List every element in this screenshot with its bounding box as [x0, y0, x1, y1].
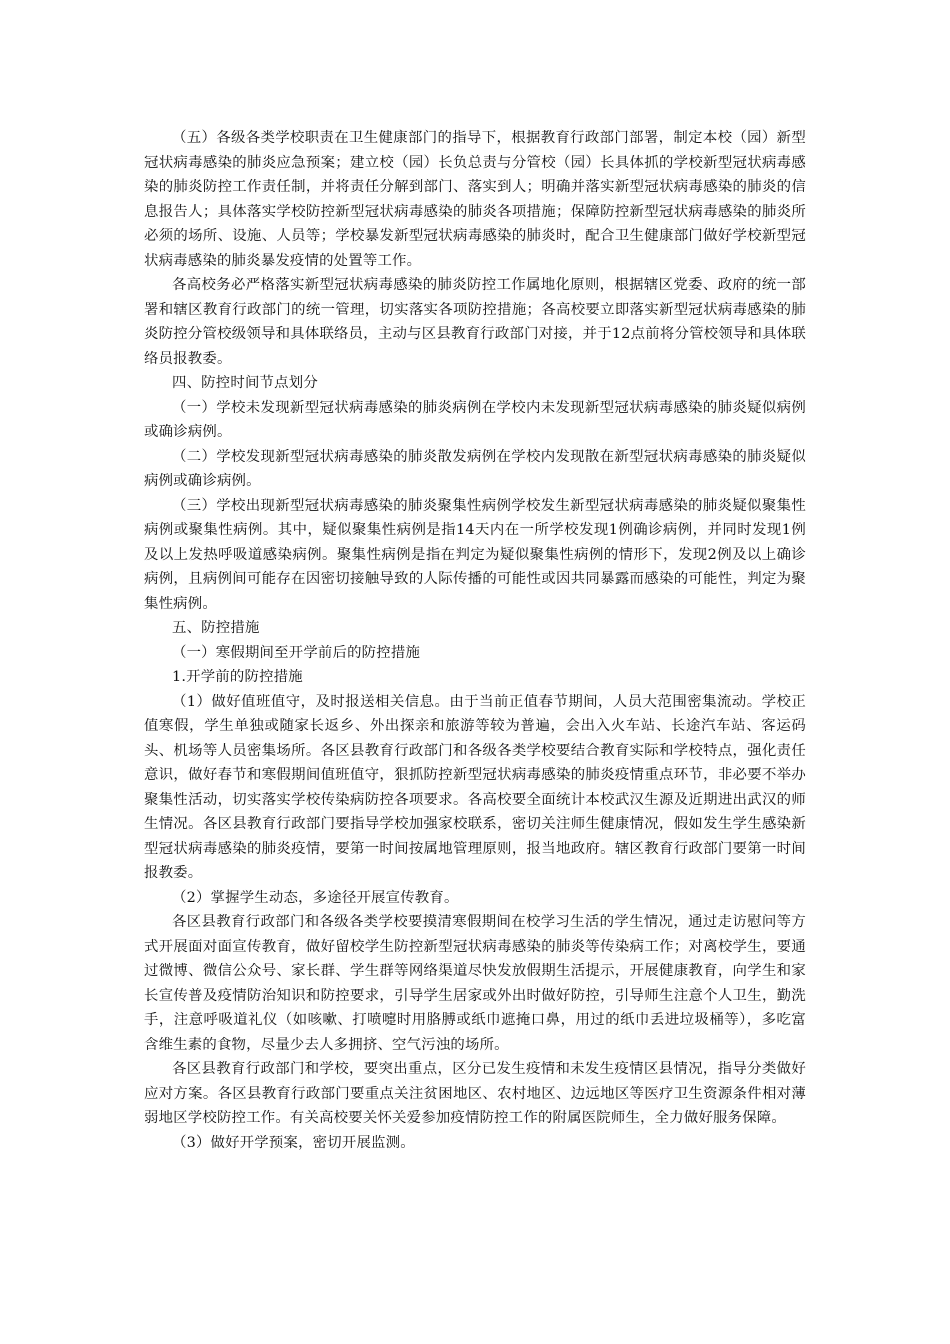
subsection-heading-winter-break: （一）寒假期间至开学前后的防控措施 — [172, 644, 421, 661]
subsection-heading-before-school: 1.开学前的防控措施 — [172, 669, 303, 685]
document-body — [144, 126, 806, 1155]
paragraph-sporadic-case: （二）学校发现新型冠状病毒感染的肺炎散发病例在学校内发现散在新型冠状病毒感染的肺炎疑似病例或确诊病例。 — [144, 448, 806, 489]
paragraph-school-plan-heading: （3）做好开学预案，密切开展监测。 — [172, 1134, 415, 1151]
paragraph-student-dynamics-heading: （2）掌握学生动态，多途径开展宣传教育。 — [172, 889, 459, 906]
paragraph-no-case: （一）学校未发现新型冠状病毒感染的肺炎病例在学校内未发现新型冠状病毒感染的肺炎疑似病例或确诊病例。 — [144, 399, 806, 440]
paragraph-focus-areas: 各区县教育行政部门和学校，要突出重点，区分已发生疫情和未发生疫情区县情况，指导分类做好应对方案。各区县教育行政部门要重点关注贫困地区、农村地区、边远地区等医疗卫生资源条件相对薄弱地区学校防控工作。有关高校要关怀关爱参加疫情防控工作的附属医院师生，全力做好服务保障。 — [144, 1061, 806, 1126]
section-heading-measures: 五、防控措施 — [172, 620, 260, 636]
paragraph-university-duties: 各高校务必严格落实新型冠状病毒感染的肺炎防控工作属地化原则，根据辖区党委、政府的统一部署和辖区教育行政部门的统一管理，切实落实各项防控措施；各高校要立即落实新型冠状病毒感染的肺炎防控分管校级领导和具体联络员，主动与区县教育行政部门对接，并于12点前将分管校领导和具体联络员报教委。 — [144, 277, 806, 367]
section-heading-time-nodes: 四、防控时间节点划分 — [172, 375, 318, 391]
paragraph-duty-reporting: （1）做好值班值守，及时报送相关信息。由于当前正值春节期间，人员大范围密集流动。学校正值寒假，学生单独或随家长返乡、外出探亲和旅游等较为普遍，会出入火车站、长途汽车站、客运码头、机场等人员密集场所。各区县教育行政部门和各级各类学校要结合教育实际和学校特点，强化责任意识，做好春节和寒假期间值班值守，狠抓防控新型冠状病毒感染的肺炎疫情重点环节，非必要不举办聚集性活动，切实落实学校传染病防控各项要求。各高校要全面统计本校武汉生源及近期进出武汉的师生情况。各区县教育行政部门要指导学校加强家校联系，密切关注师生健康情况，假如发生学生感染新型冠状病毒感染的肺炎疫情，要第一时间按属地管理原则，报当地政府。辖区教育行政部门要第一时间报教委。 — [144, 693, 806, 881]
paragraph-student-dynamics: 各区县教育行政部门和各级各类学校要摸清寒假期间在校学习生活的学生情况，通过走访慰问等方式开展面对面宣传教育，做好留校学生防控新型冠状病毒感染的肺炎等传染病工作；对离校学生，要通过微博、微信公众号、家长群、学生群等网络渠道尽快发放假期生活提示，开展健康教育，向学生和家长宣传普及疫情防治知识和防控要求，引导学生居家或外出时做好防控，引导师生注意个人卫生，勤洗手，注意呼吸道礼仪（如咳嗽、打喷嚏时用胳膊或纸巾遮掩口鼻，用过的纸巾丢进垃圾桶等），多吃富含维生素的食物，尽量少去人多拥挤、空气污浊的场所。 — [144, 914, 806, 1053]
paragraph-school-duties: （五）各级各类学校职责在卫生健康部门的指导下，根据教育行政部门部署，制定本校（园）新型冠状病毒感染的肺炎应急预案；建立校（园）长负总责与分管校（园）长具体抓的学校新型冠状病毒感染的肺炎防控工作责任制，并将责任分解到部门、落实到人；明确并落实新型冠状病毒感染的肺炎的信息报告人；具体落实学校防控新型冠状病毒感染的肺炎各项措施；保障防控新型冠状病毒感染的肺炎所必须的场所、设施、人员等；学校暴发新型冠状病毒感染的肺炎时，配合卫生健康部门做好学校新型冠状病毒感染的肺炎暴发疫情的处置等工作。 — [144, 130, 806, 269]
paragraph-cluster-case: （三）学校出现新型冠状病毒感染的肺炎聚集性病例学校发生新型冠状病毒感染的肺炎疑似聚集性病例或聚集性病例。其中，疑似聚集性病例是指14天内在一所学校发现1例确诊病例，并同时发现1例及以上发热呼吸道感染病例。聚集性病例是指在判定为疑似聚集性病例的情形下，发现2例及以上确诊病例，且病例间可能存在因密切接触导致的人际传播的可能性或因共同暴露而感染的可能性，判定为聚集性病例。 — [144, 497, 806, 612]
